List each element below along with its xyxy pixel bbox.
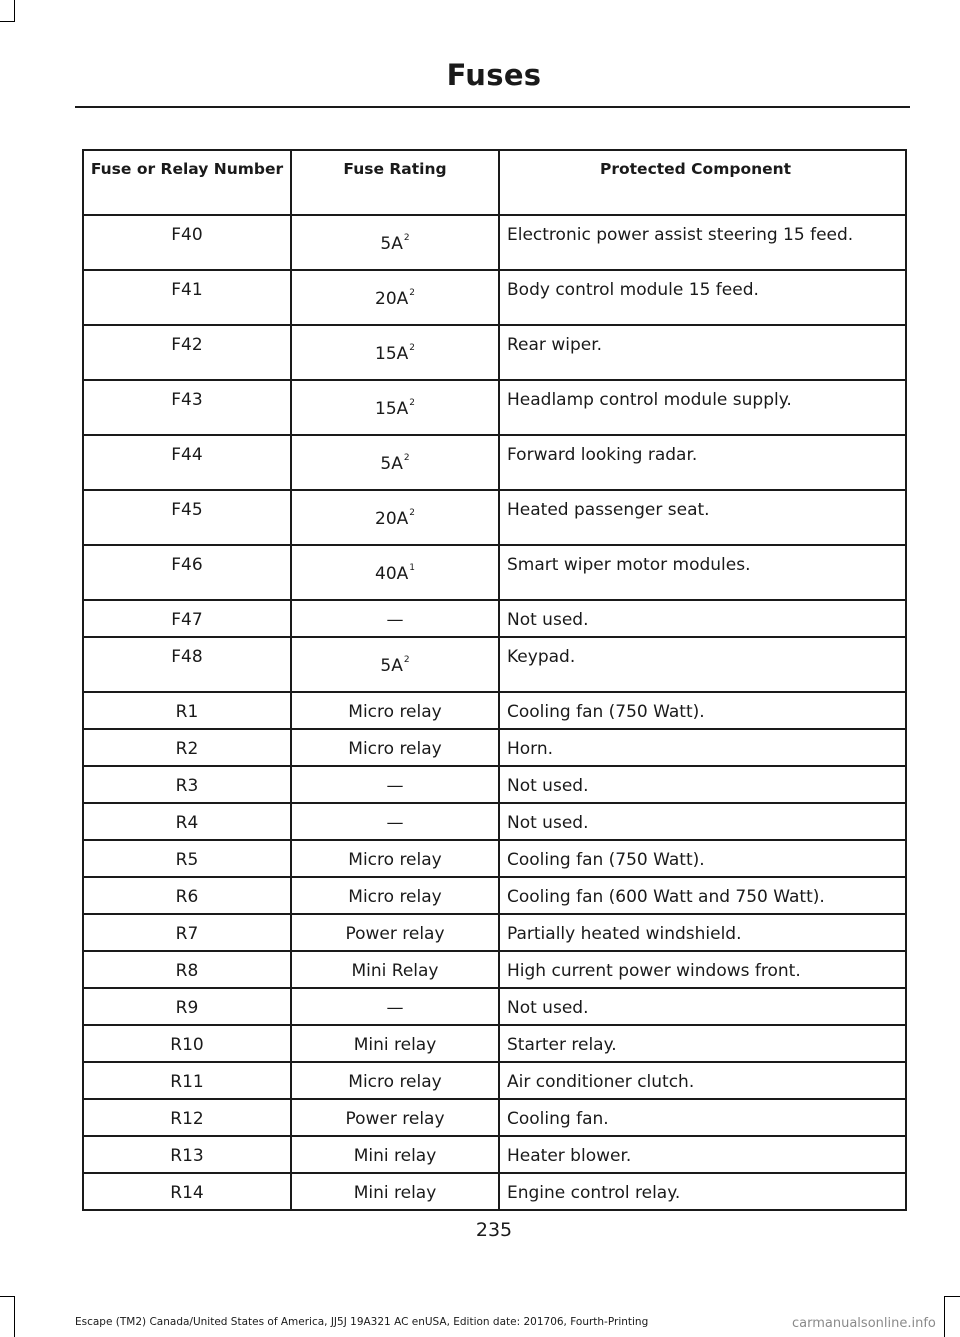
protected-component-cell: Not used. (499, 766, 906, 803)
protected-component-cell: Body control module 15 feed. (499, 270, 906, 325)
crop-mark (944, 1296, 945, 1337)
crop-mark (14, 0, 15, 22)
table-row (83, 1136, 906, 1173)
fuse-number-cell: R10 (83, 1025, 291, 1062)
table-row (83, 637, 906, 692)
protected-component-cell: Starter relay. (499, 1025, 906, 1062)
fuse-number-cell: R4 (83, 803, 291, 840)
fuse-rating-value: 40A (375, 564, 409, 584)
title-divider (75, 106, 910, 108)
fuse-rating-cell (291, 215, 499, 270)
fuse-table (82, 149, 907, 1211)
fuse-number-cell: F47 (83, 600, 291, 637)
fuse-rating-value: Mini relay (353, 1035, 437, 1055)
fuse-number-cell: R9 (83, 988, 291, 1025)
footnote-marker: 2 (403, 233, 410, 243)
page-title: Fuses (446, 58, 542, 92)
fuse-number-cell: F40 (83, 215, 291, 270)
table-header-row (83, 150, 906, 215)
protected-component-cell: High current power windows front. (499, 951, 906, 988)
fuse-rating-cell (291, 545, 499, 600)
protected-component-cell: Not used. (499, 600, 906, 637)
table-row (83, 803, 906, 840)
fuse-rating-cell (291, 729, 499, 766)
fuse-rating-value: Micro relay (348, 850, 442, 870)
fuse-rating-value: 20A (375, 509, 409, 529)
fuse-rating-cell (291, 490, 499, 545)
fuse-rating-value: Micro relay (348, 887, 442, 907)
fuse-rating-value: — (386, 610, 404, 630)
protected-component-cell: Air conditioner clutch. (499, 1062, 906, 1099)
fuse-number-cell: R3 (83, 766, 291, 803)
fuse-rating-value: Power relay (345, 924, 445, 944)
footnote-marker: 2 (409, 508, 415, 518)
page-number: 235 (475, 1219, 513, 1241)
header-fuse-number: Fuse or Relay Number (83, 150, 291, 215)
table-row (83, 951, 906, 988)
table-row (83, 840, 906, 877)
footnote-marker: 2 (409, 398, 415, 408)
fuse-number-cell: F42 (83, 325, 291, 380)
table-row (83, 1062, 906, 1099)
crop-mark (0, 1296, 15, 1297)
table-row (83, 215, 906, 270)
table-row (83, 877, 906, 914)
protected-component-cell: Cooling fan (600 Watt and 750 Watt). (499, 877, 906, 914)
fuse-rating-cell (291, 1062, 499, 1099)
fuse-rating-cell (291, 325, 499, 380)
table-row (83, 325, 906, 380)
crop-mark (14, 1296, 15, 1337)
header-fuse-rating: Fuse Rating (291, 150, 499, 215)
table-row (83, 914, 906, 951)
fuse-number-cell: R1 (83, 692, 291, 729)
footnote-marker: 2 (409, 288, 415, 298)
fuse-number-cell: R12 (83, 1099, 291, 1136)
table-row (83, 988, 906, 1025)
fuse-rating-value: 15A (375, 344, 409, 364)
fuse-rating-cell (291, 380, 499, 435)
fuse-number-cell: R13 (83, 1136, 291, 1173)
fuse-rating-value: Micro relay (348, 739, 442, 759)
table-row (83, 380, 906, 435)
table-row (83, 729, 906, 766)
fuse-number-cell: R14 (83, 1173, 291, 1210)
fuse-rating-cell (291, 1173, 499, 1210)
footnote-marker: 2 (403, 655, 410, 665)
fuse-rating-value: 15A (375, 399, 409, 419)
fuse-number-cell: F41 (83, 270, 291, 325)
fuse-rating-cell (291, 877, 499, 914)
table-row (83, 1099, 906, 1136)
header-protected-component: Protected Component (499, 150, 906, 215)
footnote-marker: 2 (403, 453, 410, 463)
fuse-number-cell: R8 (83, 951, 291, 988)
fuse-rating-cell (291, 1025, 499, 1062)
protected-component-cell: Forward looking radar. (499, 435, 906, 490)
protected-component-cell: Electronic power assist steering 15 feed. (499, 215, 906, 270)
fuse-rating-cell (291, 1099, 499, 1136)
fuse-number-cell: R11 (83, 1062, 291, 1099)
protected-component-cell: Horn. (499, 729, 906, 766)
fuse-rating-cell (291, 988, 499, 1025)
fuse-rating-value: — (386, 998, 404, 1018)
table-row (83, 1173, 906, 1210)
fuse-number-cell: F48 (83, 637, 291, 692)
protected-component-cell: Engine control relay. (499, 1173, 906, 1210)
fuse-rating-value: Power relay (345, 1109, 445, 1129)
fuse-number-cell: R5 (83, 840, 291, 877)
footer-edition-info: Escape (TM2) Canada/United States of America, JJ5J 19A321 AC enUSA, Edition date: 201706, Fourth-Printing (75, 1316, 649, 1328)
fuse-rating-value: 5A (380, 454, 403, 474)
watermark: carmanualsonline.info (792, 1316, 936, 1331)
protected-component-cell: Headlamp control module supply. (499, 380, 906, 435)
protected-component-cell: Cooling fan (750 Watt). (499, 840, 906, 877)
fuse-number-cell: R6 (83, 877, 291, 914)
fuse-rating-value: 5A (380, 234, 403, 254)
protected-component-cell: Cooling fan (750 Watt). (499, 692, 906, 729)
table-row (83, 1025, 906, 1062)
protected-component-cell: Smart wiper motor modules. (499, 545, 906, 600)
fuse-rating-cell (291, 637, 499, 692)
fuse-rating-cell (291, 840, 499, 877)
fuse-rating-cell (291, 692, 499, 729)
fuse-number-cell: F44 (83, 435, 291, 490)
crop-mark (944, 1296, 960, 1297)
fuse-number-cell: F45 (83, 490, 291, 545)
protected-component-cell: Rear wiper. (499, 325, 906, 380)
fuse-rating-cell (291, 803, 499, 840)
protected-component-cell: Not used. (499, 803, 906, 840)
footnote-marker: 1 (409, 563, 415, 573)
protected-component-cell: Heater blower. (499, 1136, 906, 1173)
fuse-rating-value: Mini relay (353, 1146, 437, 1166)
fuse-rating-cell (291, 1136, 499, 1173)
protected-component-cell: Cooling fan. (499, 1099, 906, 1136)
fuse-rating-value: — (386, 776, 404, 796)
fuse-number-cell: F43 (83, 380, 291, 435)
table-row (83, 692, 906, 729)
fuse-rating-value: Micro relay (348, 702, 442, 722)
table-row (83, 766, 906, 803)
fuse-number-cell: R2 (83, 729, 291, 766)
fuse-rating-cell (291, 766, 499, 803)
fuse-rating-cell (291, 914, 499, 951)
table-row (83, 600, 906, 637)
table-row (83, 545, 906, 600)
protected-component-cell: Keypad. (499, 637, 906, 692)
fuse-rating-cell (291, 270, 499, 325)
protected-component-cell: Heated passenger seat. (499, 490, 906, 545)
fuse-number-cell: R7 (83, 914, 291, 951)
fuse-rating-cell (291, 951, 499, 988)
table-row (83, 435, 906, 490)
fuse-rating-value: 5A (380, 656, 403, 676)
fuse-rating-value: Micro relay (348, 1072, 442, 1092)
crop-mark (0, 21, 15, 22)
fuse-rating-value: Mini relay (353, 1183, 437, 1203)
fuse-number-cell: F46 (83, 545, 291, 600)
protected-component-cell: Not used. (499, 988, 906, 1025)
fuse-rating-cell (291, 435, 499, 490)
protected-component-cell: Partially heated windshield. (499, 914, 906, 951)
table-row (83, 490, 906, 545)
fuse-rating-value: 20A (375, 289, 409, 309)
fuse-rating-value: Mini Relay (351, 961, 439, 981)
footnote-marker: 2 (409, 343, 415, 353)
fuse-rating-cell (291, 600, 499, 637)
table-row (83, 270, 906, 325)
table-body (83, 215, 906, 1210)
fuse-rating-value: — (386, 813, 404, 833)
